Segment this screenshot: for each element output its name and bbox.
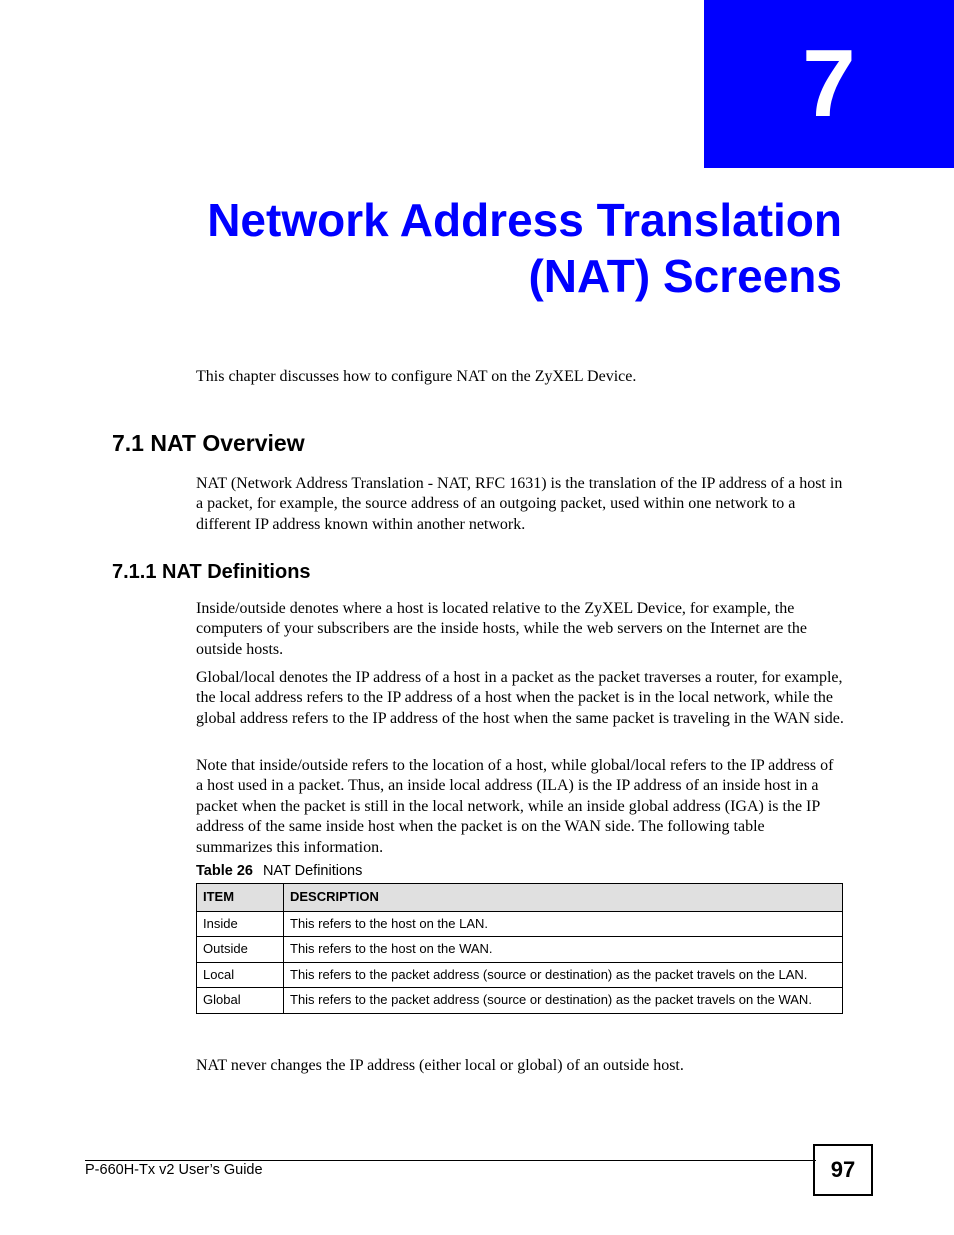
table-cell-item: Outside — [197, 937, 284, 963]
section-heading-nat-overview: 7.1 NAT Overview — [112, 430, 305, 456]
page-number: 97 — [813, 1144, 873, 1196]
nat-definitions-table — [196, 883, 843, 1014]
table-caption — [196, 863, 362, 879]
chapter-number-box — [704, 0, 954, 168]
table-caption-label: Table 26 — [196, 863, 253, 879]
definitions-paragraph-2: Global/local denotes the IP address of a host in a packet as the packet traverses a router, for example, the local address refers to the IP address of a host when the packet is in the local network, while the global address refers to the IP address of the host when the same packet is traveling in the WAN side. — [196, 669, 844, 727]
footer-divider — [85, 1160, 816, 1161]
chapter-title-line-1: Network Address Translation — [207, 194, 842, 246]
table-row — [197, 911, 843, 937]
table-row — [197, 988, 843, 1014]
table-header-item: ITEM — [197, 884, 284, 912]
table-cell-description: This refers to the packet address (source or destination) as the packet travels on the WAN. — [284, 988, 843, 1014]
chapter-number: 7 — [802, 30, 856, 137]
table-header-description: DESCRIPTION — [284, 884, 843, 912]
definitions-paragraph-3: Note that inside/outside refers to the location of a host, while global/local refers to the IP address of a host used in a packet. Thus, an inside local address (ILA) is the IP address of an inside host in a packet when the packet is still in the local network, while an inside global address (IGA) is the IP address of the same inside host when the packet is on the WAN side. The following table summarizes this information. — [196, 757, 834, 856]
chapter-title — [150, 192, 842, 304]
intro-paragraph: This chapter discusses how to configure NAT on the ZyXEL Device. — [196, 368, 637, 385]
footer-guide-name: P-660H-Tx v2 User’s Guide — [85, 1162, 263, 1178]
table-row — [197, 962, 843, 988]
table-cell-description: This refers to the packet address (source or destination) as the packet travels on the LAN. — [284, 962, 843, 988]
table-cell-item: Global — [197, 988, 284, 1014]
chapter-title-line-2: (NAT) Screens — [528, 250, 842, 302]
table-row — [197, 937, 843, 963]
definitions-paragraph-1: Inside/outside denotes where a host is located relative to the ZyXEL Device, for example, the computers of your subscribers are the inside hosts, while the web servers on the Internet are the outside hosts. — [196, 600, 807, 658]
nat-overview-paragraph: NAT (Network Address Translation - NAT, RFC 1631) is the translation of the IP address of a host in a packet, for example, the source address of an outgoing packet, used within one network to a different IP address known within another network. — [196, 475, 843, 533]
table-header-row — [197, 884, 843, 912]
table-cell-item: Local — [197, 962, 284, 988]
table-cell-item: Inside — [197, 911, 284, 937]
closing-paragraph: NAT never changes the IP address (either local or global) of an outside host. — [196, 1057, 684, 1074]
table-cell-description: This refers to the host on the WAN. — [284, 937, 843, 963]
section-heading-nat-definitions: 7.1.1 NAT Definitions — [112, 561, 311, 583]
table-caption-title: NAT Definitions — [262, 863, 363, 879]
table-cell-description: This refers to the host on the LAN. — [284, 911, 843, 937]
